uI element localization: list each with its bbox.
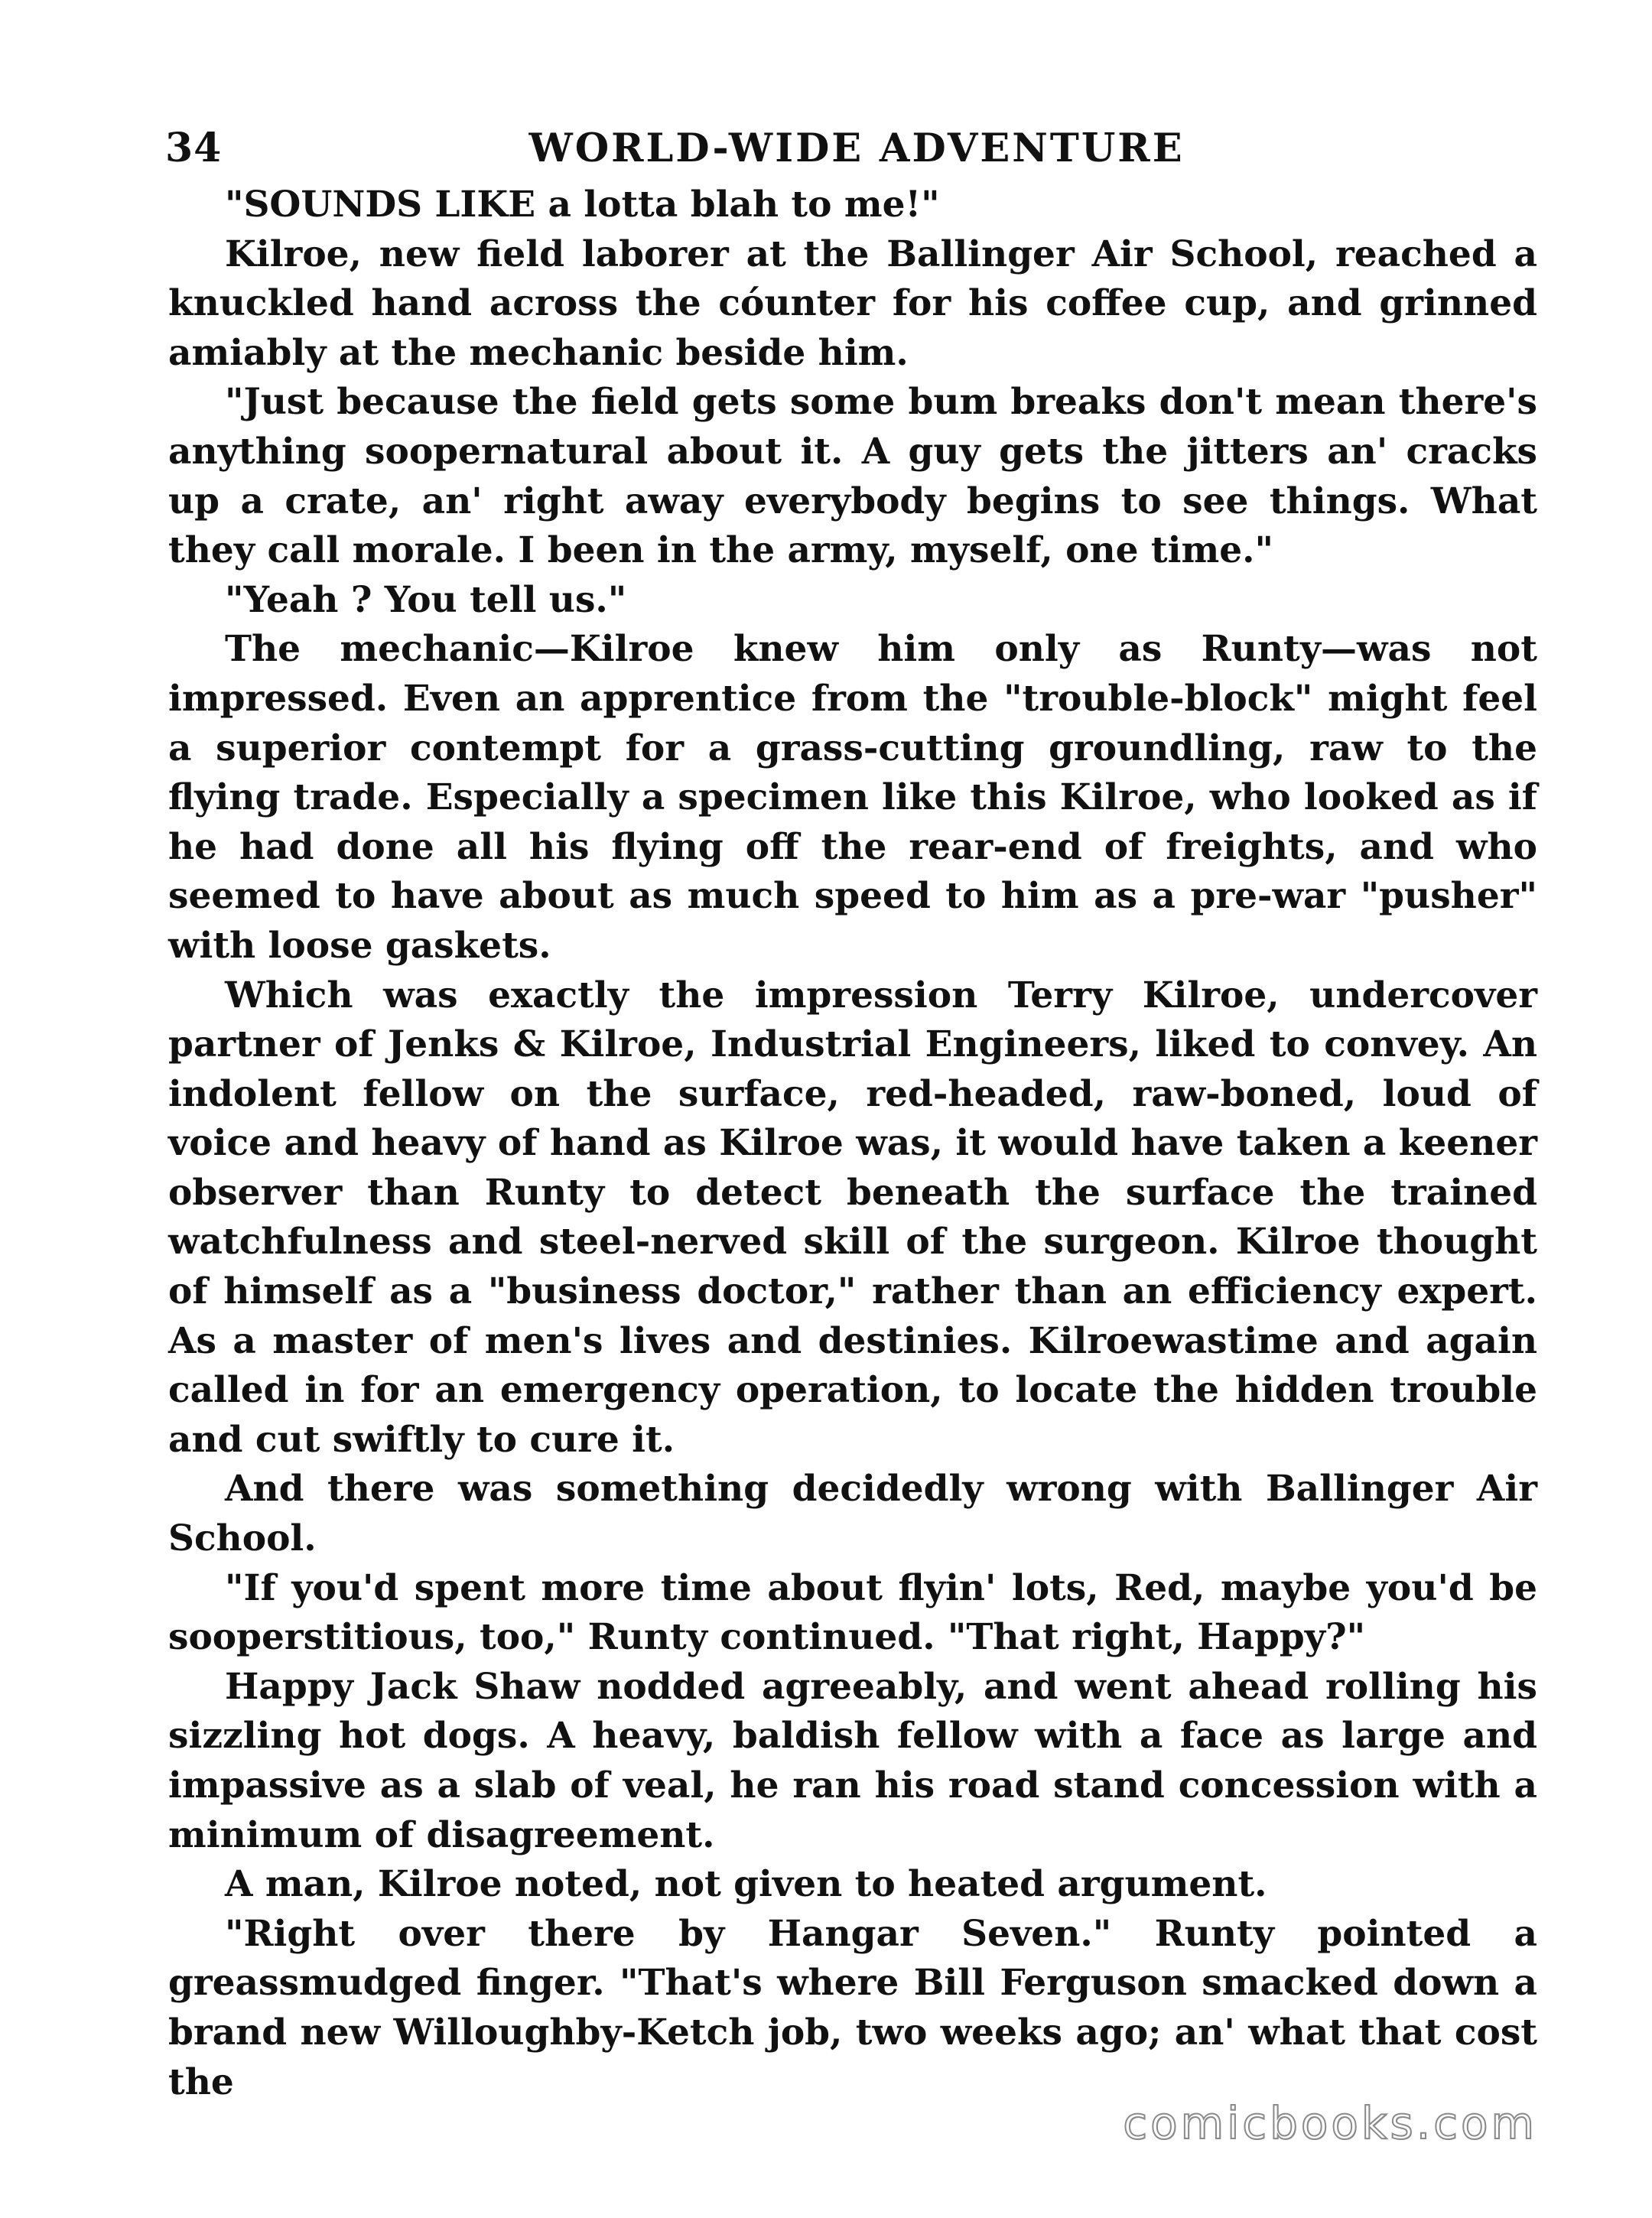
paragraph: A man, Kilroe noted, not given to heated argument. [225, 1863, 1267, 1906]
book-page [165, 121, 1537, 2107]
paragraph: "Yeah ? You tell us." [225, 578, 627, 621]
story-text [168, 180, 1537, 2107]
page-header [165, 121, 1537, 176]
paragraph: "Just because the field gets some bum breaks don't mean there's anything soopernatural about it. A guy gets the jitters an' cracks up a crate, an' right away everybody begins to see things. What they call morale. I been in the army, myself, one time." [168, 381, 1537, 572]
page-number: 34 [165, 125, 223, 171]
running-title: WORLD-WIDE ADVENTURE [528, 125, 1185, 171]
paragraph: "Right over there by Hangar Seven." Runty pointed a greassmudged finger. "That's where Bill Ferguson smacked down a brand new Willoughby-Ketch job, two weeks ago; an' what that cost the [168, 1912, 1537, 2103]
paragraph: And there was something decidedly wrong with Ballinger Air School. [168, 1468, 1537, 1560]
paragraph: Which was exactly the impression Terry Kilroe, undercover partner of Jenks & Kilroe, Industrial Engineers, liked to convey. An indolent fellow on the surface, red-headed, raw-boned, loud of voice and heavy of hand as Kilroe was, it would have taken a keener observer than Runty to detect beneath the surface the trained watchfulness and steel-nerved skill of the surgeon. Kilroe thought of himself as a "business doctor," rather than an efficiency expert. As a master of men's lives and destinies. Kilroewastime and again called in for an emergency operation, to locate the hidden trouble and cut swiftly to cure it. [168, 974, 1537, 1461]
paragraph: Happy Jack Shaw nodded agreeably, and went ahead rolling his sizzling hot dogs. A heavy, baldish fellow with a face as large and impassive as a slab of veal, he ran his road stand concession with a minimum of disagreement. [168, 1665, 1537, 1856]
paragraph: "If you'd spent more time about flyin' lots, Red, maybe you'd be sooperstitious, too," Runty continued. "That right, Happy?" [168, 1566, 1537, 1659]
paragraph: Kilroe, new field laborer at the Ballinger Air School, reached a knuckled hand across the cóunter for his coffee cup, and grinned amiably at the mechanic beside him. [168, 233, 1537, 374]
paragraph: "SOUNDS LIKE a lotta blah to me!" [225, 184, 940, 226]
watermark: comicbooks.com [1123, 2097, 1537, 2149]
paragraph: The mechanic—Kilroe knew him only as Runty—was not impressed. Even an apprentice from the "trouble-block" might feel a superior contempt for a grass-cutting groundling, raw to the flying trade. Especially a specimen like this Kilroe, who looked as if he had done all his flying off the rear-end of freights, and who seemed to have about as much speed to him as a pre-war "pusher" with loose gaskets. [168, 628, 1537, 967]
